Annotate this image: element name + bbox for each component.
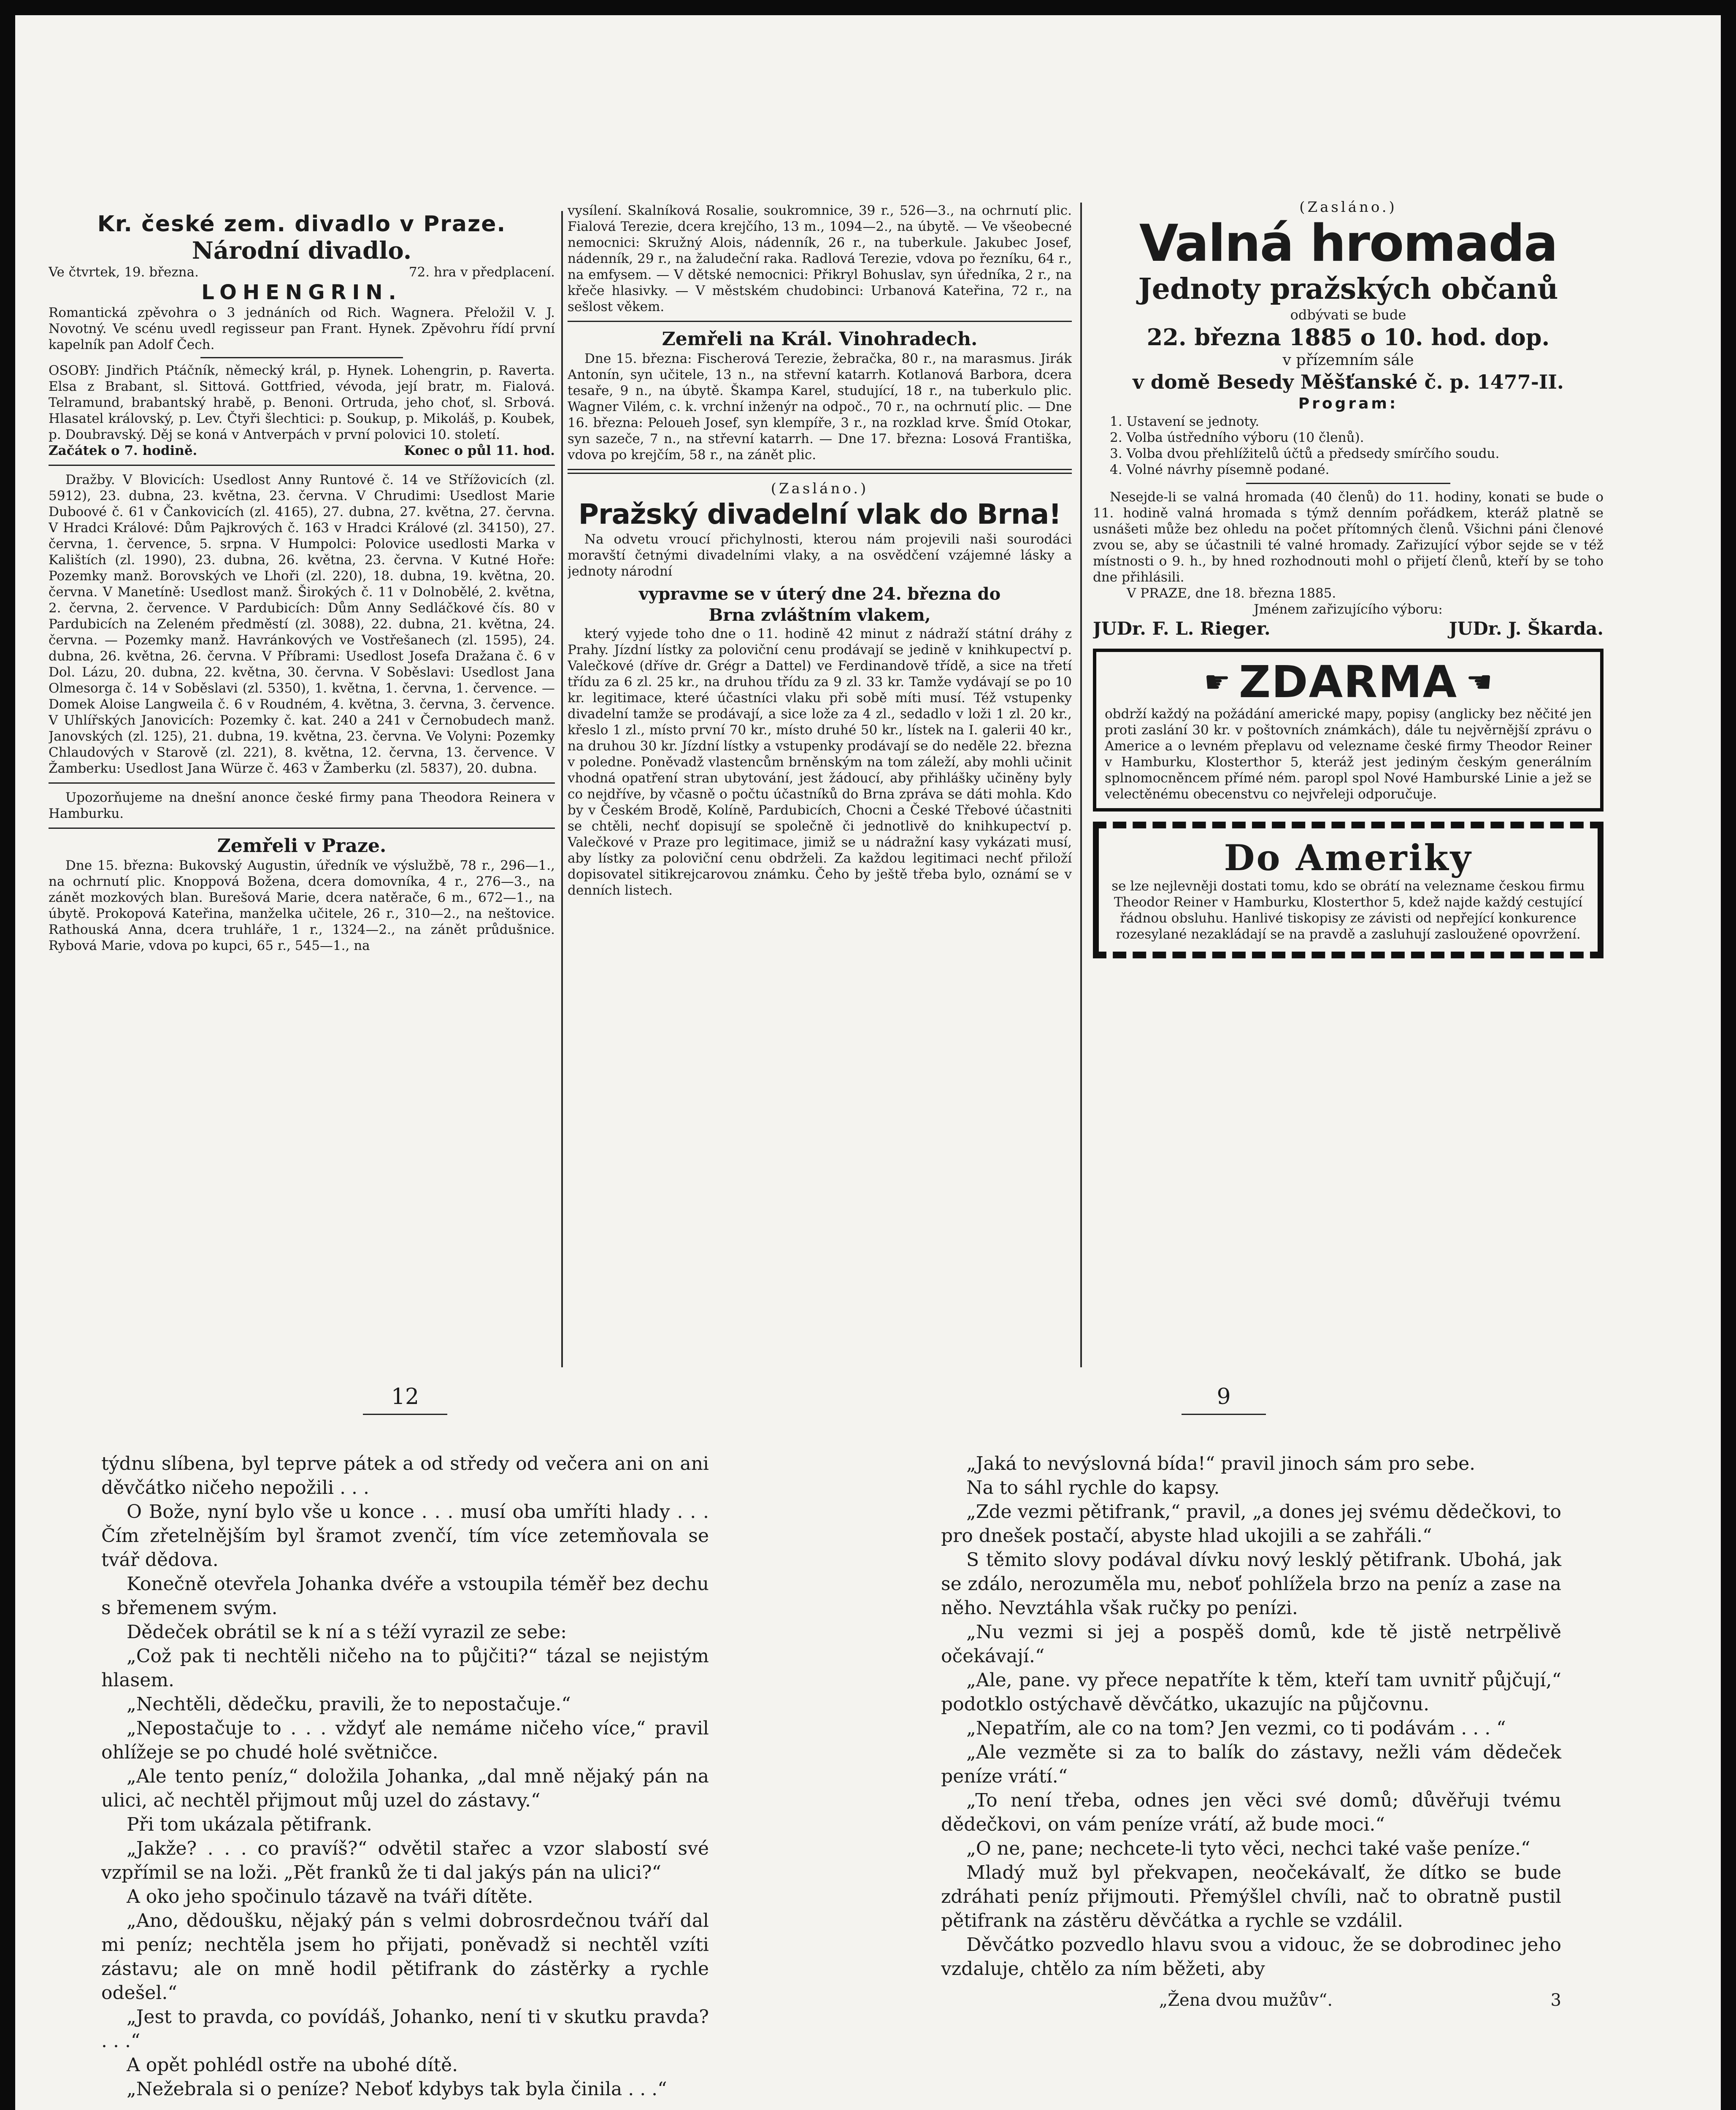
train-headline-2: Brna zvláštním vlakem, bbox=[708, 605, 931, 625]
divider bbox=[49, 828, 555, 829]
novel-paragraph: Konečně otevřela Johanka dvéře a vstoupila téměř bez dechu s břemenem svým. bbox=[101, 1573, 709, 1619]
novel-paragraph: „Nepostačuje to . . . vždyť ale nemáme ničeho více,“ pravil ohlížeje se po chudé holé světničce. bbox=[101, 1718, 709, 1763]
column-divider-1 bbox=[561, 211, 563, 1367]
novel-paragraph: „O ne, pane; nechcete-li tyto věci, nechci také vaše peníze.“ bbox=[966, 1838, 1530, 1859]
notice-text: Upozorňujeme na dnešní anonce české firmy pana Theodora Reinera v Hamburku. bbox=[49, 790, 555, 821]
novel-paragraph: Dědeček obrátil se k ní a s téží vyrazil ze sebe: bbox=[127, 1621, 567, 1643]
sent-in-label: (Zasláno.) bbox=[771, 480, 869, 497]
novel-paragraph: O Bože, nyní bylo vše u konce . . . musí oba umříti hlady . . . Čím zřetelnějším byl šramot zvenčí, tím více zetemňovala se tvář dědova. bbox=[101, 1501, 709, 1571]
signature-right: JUDr. J. Škarda. bbox=[1449, 618, 1604, 639]
novel-paragraph: „Ale tento peníz,“ doložila Johanka, „dal mně nějaký pán na ulici, ač nechtěl přijmout můj uzel do zástavy.“ bbox=[101, 1766, 709, 1811]
performance-date: Ve čtvrtek, 19. března. bbox=[49, 265, 199, 280]
train-intro: Na odvetu vroucí přichylnosti, kterou nám projevili naši sourodáci moravští četnými divadelními vlaky, a na osvědčení vzájemné lásky a jednoty národní bbox=[568, 532, 1072, 579]
divider bbox=[200, 357, 403, 358]
novel-paragraph: A opět pohlédl ostře na ubohé dítě. bbox=[127, 2054, 458, 2076]
opera-cast: OSOBY: Jindřich Ptáčník, německý král, p. Hynek. Lohengrin, p. Raverta. Elsa z Brabant, sl. Sittová. Gottfried, vévoda, její bratr, m. Fialová. Telramund, brabantský hrabě, p. Benoni. Ortruda, jeho choť, sl. Srbová. Hlasatel královský, p. Lev. Čtyři šlechtici: p. Soukup, p. Mikoláš, p. Koubek, p. Doubravský. Děj se koná v Antverpách v první polovici 10. století. bbox=[49, 363, 555, 442]
train-body: který vyjede toho dne o 11. hodině 42 minut z nádraží státní dráhy z Prahy. Jízdní lístky za poloviční cenu prodávají se jedině v knihkupectví p. Valečkové (dříve dr. Grégr a Dattel) ve Ferdinandově třídě, a sice na třetí třídu za 6 zl. 25 kr., na druhou třídu za 9 zl. 33 kr. Tamže vydávají se po 10 kr. legitimace, které účastníci vlaku při sobě míti musí. Též vstupenky divadelní tamže se prodávají, a sice lože za 4 zl., sedadlo v loži 1 zl. 20 kr., křeslo 1 zl., místo první 70 kr., místo druhé 50 kr., lístek na I. galerii 40 kr., na druhou 30 kr. Jízdní lístky a vstupenky prodávají se do neděle 22. března v poledne. Poněvadž vlastencům brněnským na tom záleží, aby mohli učinit vhodná opatření stran ubytování, jest žádoucí, aby přihlášky učiněny byly co nejdříve, by včasně o počtu účastníků do Brna zpráva se dáti mohla. Kdo by v Českém Brodě, Kolíně, Pardubicích, Chocni a České Třebové účastniti se chtěli, nechť dopisují se společně či jednotlivě do knihkupectví p. Valečkové v Praze pro legitimace, jimiž se u nádražní kasy vykázati musí, aby lístky za poloviční cenu obdrželi. Za každou legitimaci nechť přiloží dopisovatel sitikrejcarovou známku. Čeho by ještě třeba bylo, oznámí se v denních listech. bbox=[568, 626, 1072, 898]
novel-footer bbox=[941, 1988, 1561, 2013]
pointing-hand-left-icon: ☚ bbox=[1466, 665, 1493, 699]
theatre-header: Kr. české zem. divadlo v Praze. bbox=[97, 211, 506, 237]
program-item: 4. Volné návrhy písemně podané. bbox=[1110, 462, 1330, 477]
start-time: Začátek o 7. hodině. bbox=[49, 443, 197, 458]
novel-paragraph: Děvčátko pozvedlo hlavu svou a vidouc, že se dobrodinec jeho vzdaluje, chtělo za ním běžeti, aby bbox=[941, 1934, 1561, 1980]
novel-paragraph: „Jest to pravda, co povídáš, Johanko, není ti v skutku pravda? . . .“ bbox=[101, 2006, 709, 2052]
auctions-text: Dražby. V Blovicích: Usedlost Anny Runtové č. 14 ve Střížovicích (zl. 5912), 23. dubna, 23. května, 23. června. V Chrudimi: Usedlost Marie Duboové č. 61 v Čankovicích (zl. 4165), 27. dubna, 27. května, 27. června. V Hradci Králové: Dům Pajkrových č. 163 v Hradci Králové (zl. 34150), 27. června, 1. července, 5. srpna. V Humpolci: Polovice usedlosti Marka v Kalištích (zl. 1990), 23. dubna, 26. května, 23. června. V Kutné Hoře: Pozemky manž. Borovských ve Lhoři (zl. 220), 18. dubna, 19. května, 20. června. V Manetíně: Usedlost manž. Širokých č. 11 v Dolnobělé, 2. května, 2. června, 2. července. V Pardubicích: Dům Anny Sedláčkové čís. 80 v Pardubicích na Zeleném předměstí (zl. 3088), 22. dubna, 21. května, 24. června. — Pozemky manž. Havránkových ve Vostřešanech (zl. 1595), 24. dubna, 26. května, 26. června. V Příbrami: Usedlost Josefa Dražana č. 6 v Dol. Lázu, 20. dubna, 22. května, 30. června. V Soběslavi: Usedlost Jana Olmesorga č. 14 v Soběslavi (zl. 5350), 1. května, 1. června, 1. července. — Domek Aloise Langweila č. 6 v Roudném, 4. května, 3. června, 3. července. V Uhlířských Janovicích: Pozemky č. kat. 240 a 241 v Černobudech manž. Janovských (zl. 125), 21. dubna, 19. května, 23. června. Ve Volyni: Pozemky Chlaudových v Starově (zl. 221), 8. května, 12. června, 13. července. V Žamberku: Usedlost Jana Würze č. 463 v Žamberku (zl. 5837), 20. dubna. bbox=[49, 472, 555, 776]
novel-paragraph: „Což pak ti nechtěli ničeho na to půjčiti?“ tázal se nejistým hlasem. bbox=[101, 1645, 709, 1691]
performance-date-row bbox=[49, 264, 555, 280]
novel-paragraph: A oko jeho spočinulo tázavě na tváři dítěte. bbox=[127, 1886, 533, 1907]
novel-paragraph: týdnu slíbena, byl teprve pátek a od středy od večera ani on ani děvčátko ničeho nepožili . . . bbox=[101, 1453, 709, 1499]
novel-paragraph: Na to sáhl rychle do kapsy. bbox=[966, 1477, 1220, 1499]
novel-page-right bbox=[941, 1452, 1561, 2110]
train-headline-1: vypravme se v úterý dne 24. března do bbox=[638, 584, 1001, 604]
pointing-hand-right-icon: ☛ bbox=[1204, 665, 1230, 699]
divider bbox=[49, 782, 555, 784]
meeting-place: v domě Besedy Měšťanské č. p. 1477-II. bbox=[1133, 371, 1564, 393]
meeting-subtitle-2: v přízemním sále bbox=[1282, 352, 1414, 369]
meeting-date: 22. března 1885 o 10. hod. dop. bbox=[1147, 324, 1550, 351]
novel-paragraph: „Jakže? . . . co pravíš?“ odvětil stařec a vzor slabostí své vzpřímil se na loži. „Pět franků že ti dal jakýs pán na ulici?“ bbox=[101, 1838, 709, 1883]
deaths-vinohrady-text: Dne 15. března: Fischerová Terezie, žebračka, 80 r., na marasmus. Jirák Antonín, syn učitele, 13 n., na střevní katarrh. Kotlanová Barbora, dcera tesaře, 9 n., na úbytě. Škampa Karel, studující, 18 r., na tuberkulo plic. Wagner Vilém, c. k. vrchní inženýr na odpoč., 70 r., na ochrnutí plic. — Dne 16. března: Peloueh Josef, syn klempíře, 3 r., na rozklad krve. Šmíd Otokar, syn sazeče, 7 n., na střevní katarrh. — Dne 17. března: Losová Františka, vdova po krejčím, 58 r., na zánět plic. bbox=[568, 351, 1072, 463]
meeting-organization: Jednoty pražských občanů bbox=[1138, 272, 1558, 306]
page-number-rule bbox=[1182, 1414, 1266, 1415]
program-item: 3. Volba dvou přehlížitelů účtů a předsedy smírčího soudu. bbox=[1110, 446, 1500, 461]
program-title: Program: bbox=[1298, 395, 1398, 412]
theatre-name: Národní divadlo. bbox=[192, 237, 412, 265]
novel-paragraph: Při tom ukázala pětifrank. bbox=[127, 1814, 373, 1835]
program-item: 1. Ustavení se jednoty. bbox=[1110, 414, 1260, 429]
column-right bbox=[1093, 198, 1604, 1369]
meeting-text: Nesejde-li se valná hromada (40 členů) do 11. hodiny, konati se bude o 11. hodině valná hromada s týmž denním pořádkem, kteráž platně se usnášeti může bez ohledu na počet přítomných členů. Všichni páni členové zvou se, aby se účastnili té valné hromady. Zařizující výbor sejde se v též místnosti o 9. h., by hned rozhodnouti mohl o přijetí členů, kteří by se toho dne přihlásili. bbox=[1093, 490, 1604, 585]
sent-in-label: (Zasláno.) bbox=[1299, 199, 1397, 216]
opera-title: LOHENGRIN. bbox=[201, 281, 402, 304]
column-divider-2 bbox=[1080, 203, 1082, 1367]
zdarma-text: obdrží každý na požádání americké mapy, popisy (anglicky bez něčité jen proti zaslání 30 kr. v poštovních známkách), dále tu nejvěrnější zprávu o Americe a o levném přeplavu od velezname české firmy Theodor Reiner v Hamburku, Klosterthor 5, kteráž jest jediným českým generálním splnomocněncem přímé ném. paropl spol Nové Hamburské Linie a jež se velectěnému obecenstvu co nejvřeleji odporučuje. bbox=[1105, 706, 1592, 802]
deaths-prague-text: Dne 15. března: Bukovský Augustin, úředník ve výslužbě, 78 r., 296—1., na ochrnutí plic. Knoppová Božena, dcera domovníka, 4 r., 276—3., na zánět mozkových blan. Burešová Marie, dcera natěrače, 6 m., 672—1., na úbytě. Prokopová Kateřina, manželka učitele, 26 r., 310—2., na neštovice. Rathouská Anna, dcera truhláře, 1 r., 1324—2., na zánět průdušnice. Rybová Marie, vdova po kupci, 65 r., 545—1., na bbox=[49, 858, 555, 953]
novel-paragraph: Mladý muž byl překvapen, neočekávalť, že dítko se bude zdráhati peníz přijmouti. Přemýšlel chvíli, nač to obratně pustil pětifrank na zástěru děvčátka a rychle se vzdálil. bbox=[941, 1862, 1561, 1931]
zdarma-title: ZDARMA bbox=[1238, 656, 1458, 708]
theatre-train-title: Pražský divadelní vlak do Brna! bbox=[578, 498, 1061, 530]
page-number-left: 12 bbox=[391, 1384, 419, 1409]
opera-description: Romantická zpěvohra o 3 jednáních od Rich. Wagnera. Přeložil V. J. Novotný. Ve scénu uvedl regisseur pan Frant. Hynek. Zpěvohru řídí první kapelník pan Adolf Čech. bbox=[49, 305, 555, 352]
amerika-title: Do Ameriky bbox=[1224, 837, 1473, 879]
amerika-advertisement bbox=[1093, 822, 1604, 958]
meeting-subtitle-1: odbývati se bude bbox=[1290, 307, 1406, 323]
novel-paragraph: „Jaká to nevýslovná bída!“ pravil jinoch sám pro sebe. bbox=[966, 1453, 1476, 1474]
performance-times bbox=[49, 443, 555, 459]
deaths-vinohrady-title: Zemřeli na Král. Vinohradech. bbox=[662, 328, 978, 350]
signature-left: JUDr. F. L. Rieger. bbox=[1093, 618, 1271, 639]
novel-paragraph: „Ano, dědoušku, nějaký pán s velmi dobrosrdečnou tváří dal mi peníz; nechtěla jsem ho přijati, poněvadž si nechtěl vzíti zástavu; ale on mně hodil pětifrank do zástěrky a rychle odešel.“ bbox=[101, 1910, 709, 2004]
signed-on-behalf: Jménem zařizujícího výboru: bbox=[1254, 602, 1443, 617]
novel-paragraph: „Nežebrala si o peníze? Neboť kdybys tak byla činila . . .“ bbox=[127, 2078, 667, 2100]
deaths-continued: vysílení. Skalníková Rosalie, soukromnice, 39 r., 526—3., na ochrnutí plic. Fialová Terezie, dcera krejčího, 13 m., 1094—2., na úbytě. — Ve všeobecné nemocnici: Skružný Alois, nádenník, 26 r., na tuberkule. Jakubec Josef, nádenník, 29 r., na žaludeční raka. Radlová Terezie, vdova po řezníku, 64 r., na emfysem. — V dětské nemocnici: Přikryl Bohuslav, syn úředníka, 2 r., na křeče hlasivky. — V městském chudobinci: Urbanová Kateřina, 72 r., na sešlost věkem. bbox=[568, 203, 1072, 314]
page-number-rule bbox=[363, 1414, 447, 1415]
page-number-right: 9 bbox=[1217, 1384, 1231, 1409]
end-time: Konec o půl 11. hod. bbox=[404, 443, 555, 458]
performance-number: 72. hra v předplacení. bbox=[408, 265, 555, 280]
novel-paragraph: „Nepatřím, ale co na tom? Jen vezmi, co ti podávám . . . “ bbox=[966, 1718, 1506, 1739]
column-middle bbox=[568, 203, 1072, 1369]
novel-paragraph: S těmito slovy podával dívku nový lesklý pětifrank. Ubohá, jak se zdálo, nerozuměla mu, neboť pohlížela brzo na peníz a zase na něho. Nevztáhla však ručky po penízi. bbox=[941, 1549, 1561, 1619]
amerika-text: se lze nejlevněji dostati tomu, kdo se obrátí na velezname českou firmu Theodor Reiner v Hamburku, Klosterthor 5, kdež najde každý cestující řádnou obsluhu. Hanlivé tiskopisy ze závisti od nepřející konkurence rozesylané nezakládají se na pravdě a zasluhují zasloužené opovržení. bbox=[1111, 879, 1585, 942]
zdarma-header bbox=[1105, 658, 1592, 706]
divider bbox=[568, 469, 1072, 474]
novel-paragraph: „Ale, pane. vy přece nepatříte k těm, kteří tam uvnitř půjčují,“ podotklo ostýchavě děvčátko, ukazujíc na půjčovnu. bbox=[941, 1669, 1561, 1715]
divider bbox=[1246, 483, 1450, 484]
divider bbox=[49, 465, 555, 466]
deaths-prague-title: Zemřeli v Praze. bbox=[217, 835, 387, 857]
signatures bbox=[1093, 617, 1604, 640]
column-left bbox=[49, 211, 555, 1369]
program-item: 2. Volba ústředního výboru (10 členů). bbox=[1110, 430, 1364, 445]
signed-place: V PRAZE, dne 18. března 1885. bbox=[1127, 586, 1336, 601]
footer-title: „Žena dvou mužův“. bbox=[1159, 1991, 1333, 2010]
program-list bbox=[1093, 414, 1604, 478]
novel-paragraph: „Zde vezmi pětifrank,“ pravil, „a dones jej svému dědečkovi, to pro dnešek postačí, abyste hlad ukojili a se zahřáli.“ bbox=[941, 1501, 1561, 1547]
zdarma-advertisement bbox=[1093, 649, 1604, 812]
meeting-title: Valná hromada bbox=[1139, 214, 1558, 273]
novel-paragraph: „Nechtěli, dědečku, pravili, že to nepostačuje.“ bbox=[127, 1693, 571, 1715]
novel-paragraph: „To není třeba, odnes jen věci své domů; důvěřuji tvému dědečkovi, on vám peníze vrátí, až bude moci.“ bbox=[941, 1790, 1561, 1835]
novel-page-left bbox=[101, 1452, 709, 2110]
divider bbox=[568, 321, 1072, 322]
footer-signature-number: 3 bbox=[1550, 1991, 1561, 2010]
novel-paragraph: „Nu vezmi si jej a pospěš domů, kde tě jistě netrpělivě očekávají.“ bbox=[941, 1621, 1561, 1667]
novel-paragraph: „Ale vezměte si za to balík do zástavy, nežli vám dědeček peníze vrátí.“ bbox=[941, 1742, 1561, 1787]
